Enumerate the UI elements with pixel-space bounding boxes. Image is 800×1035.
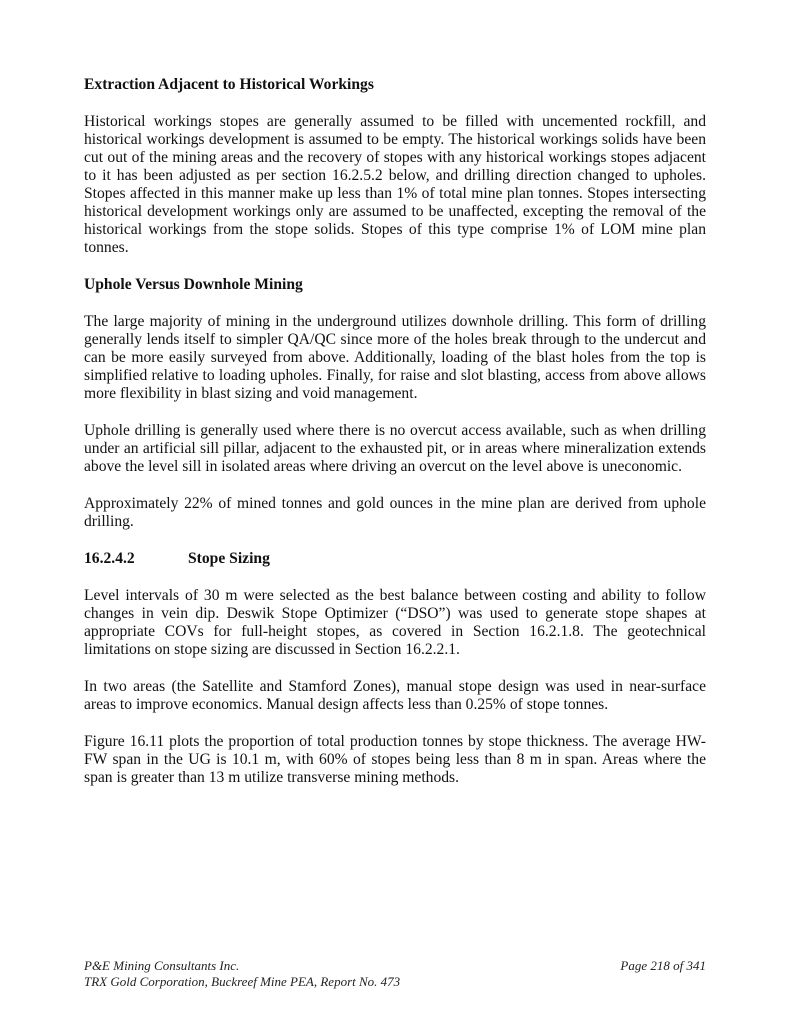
footer-company: P&E Mining Consultants Inc.	[84, 958, 240, 973]
paragraph: Level intervals of 30 m were selected as the best balance between costing and ability to follow changes in vein dip. Deswik Stope Optimizer (“DSO”) was used to generate stope shapes at appropriate COVs for full-height stopes, as covered in Section 16.2.1.8. The geotechnical limitations on stope sizing are discussed in Section 16.2.2.1.	[84, 587, 706, 658]
section-heading: Uphole Versus Downhole Mining	[84, 276, 303, 293]
paragraph: Uphole drilling is generally used where there is no overcut access available, such as when drilling under an artificial sill pillar, adjacent to the exhausted pit, or in areas where mineralization extends above the level sill in isolated areas where driving an overcut on the level above is uneconomic.	[84, 422, 706, 475]
paragraph: The large majority of mining in the underground utilizes downhole drilling. This form of drilling generally lends itself to simpler QA/QC since more of the holes break through to the undercut and can be more easily surveyed from above. Additionally, loading of the blast holes from the top is simplified relative to loading upholes. Finally, for raise and slot blasting, access from above allows more flexibility in blast sizing and void management.	[84, 313, 706, 402]
subsection-heading	[84, 550, 706, 568]
document-body	[84, 76, 706, 806]
footer-page-number: Page 218 of 341	[620, 958, 706, 973]
paragraph: In two areas (the Satellite and Stamford Zones), manual stope design was used in near-surface areas to improve economics. Manual design affects less than 0.25% of stope tonnes.	[84, 678, 706, 713]
subsection-title: Stope Sizing	[188, 550, 270, 567]
paragraph: Historical workings stopes are generally assumed to be filled with uncemented rockfill, and historical workings development is assumed to be empty. The historical workings solids have been cut out of the mining areas and the recovery of stopes with any historical workings stopes adjacent to it has been adjusted as per section 16.2.5.2 below, and drilling direction changed to upholes. Stopes affected in this manner make up less than 1% of total mine plan tonnes. Stopes intersecting historical development workings only are assumed to be unaffected, excepting the removal of the historical workings from the stope solids. Stopes of this type comprise 1% of LOM mine plan tonnes.	[84, 113, 706, 256]
paragraph: Figure 16.11 plots the proportion of total production tonnes by stope thickness. The average HW-FW span in the UG is 10.1 m, with 60% of stopes being less than 8 m in span. Areas where the span is greater than 13 m utilize transverse mining methods.	[84, 733, 706, 786]
paragraph: Approximately 22% of mined tonnes and gold ounces in the mine plan are derived from uphole drilling.	[84, 495, 706, 530]
section-heading: Extraction Adjacent to Historical Workings	[84, 76, 374, 93]
footer-report: TRX Gold Corporation, Buckreef Mine PEA, Report No. 473	[84, 974, 401, 989]
subsection-number: 16.2.4.2	[84, 550, 135, 567]
